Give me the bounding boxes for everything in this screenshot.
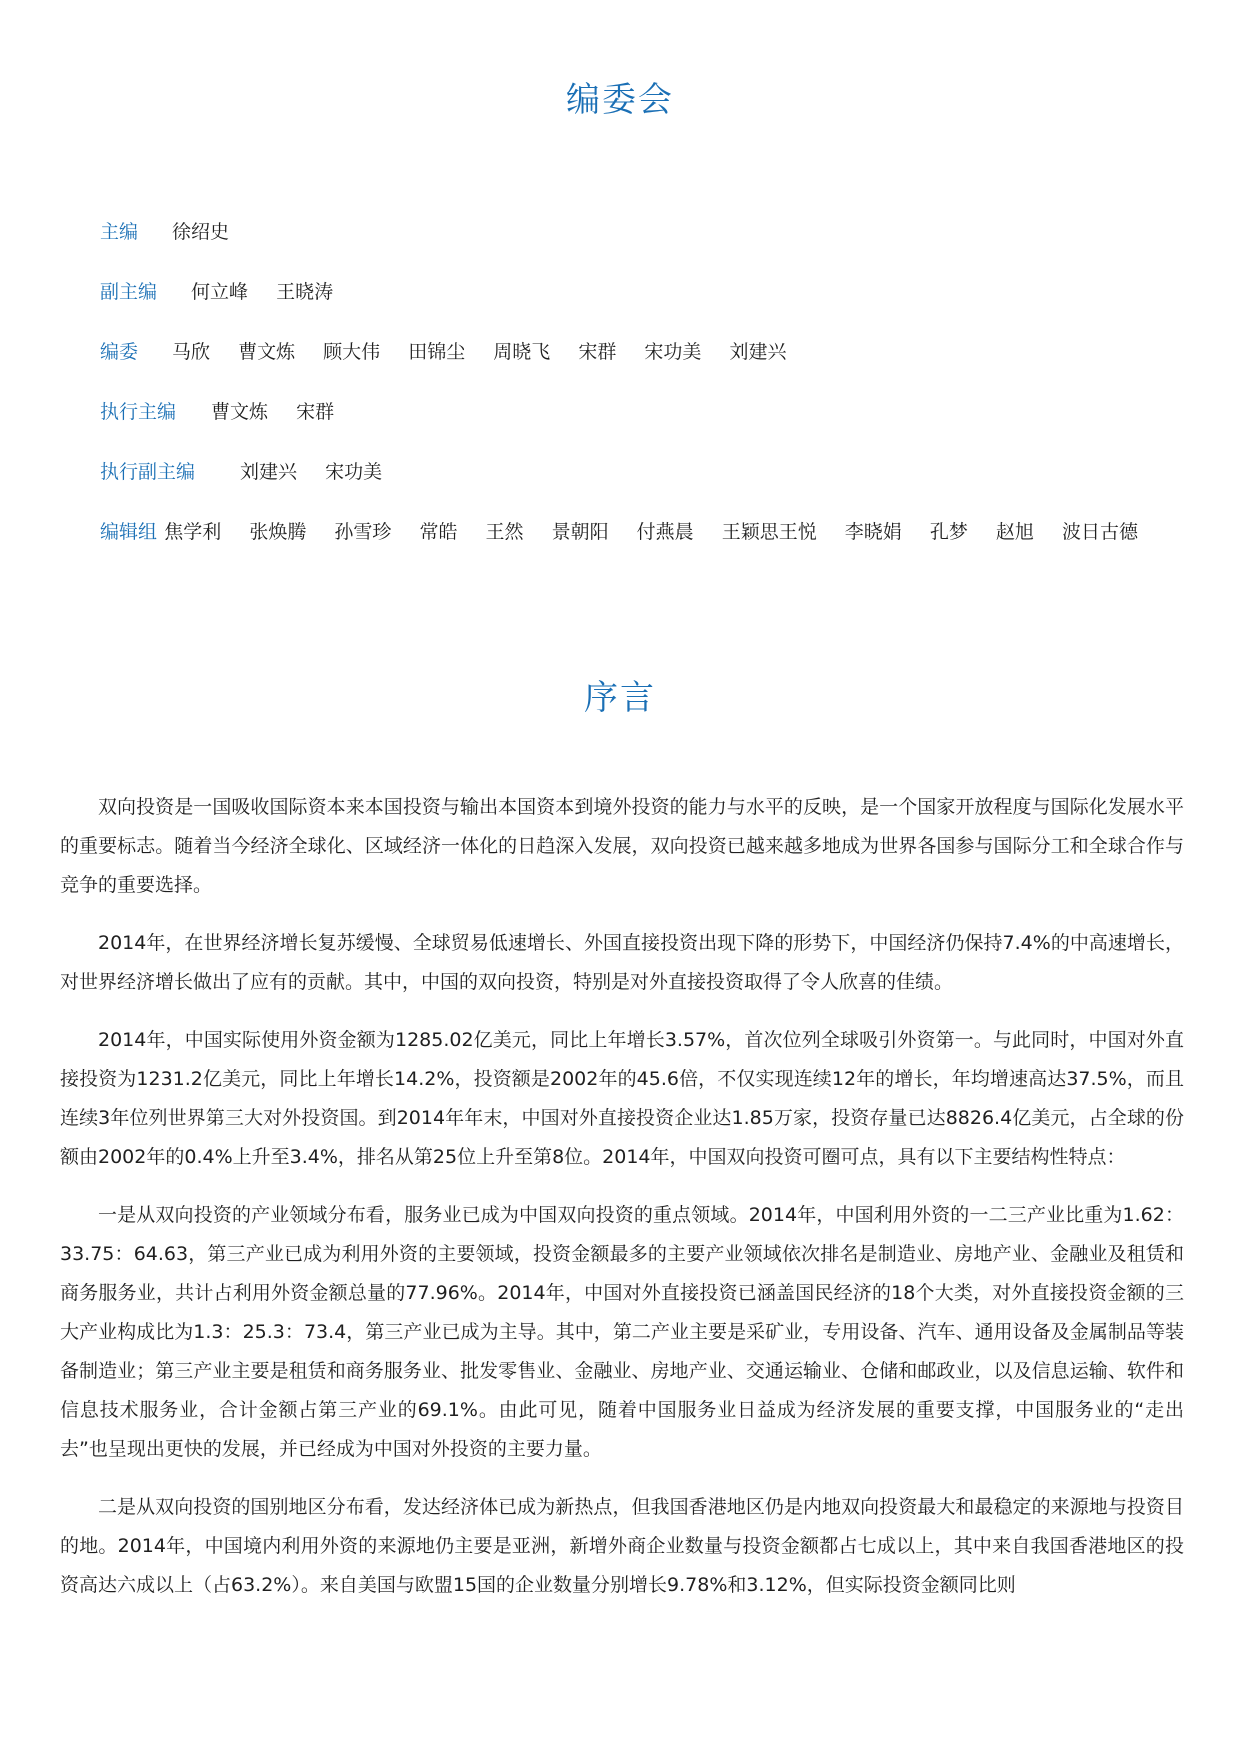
role-label: 编委 bbox=[100, 340, 139, 363]
preface-paragraph: 一是从双向投资的产业领域分布看，服务业已成为中国双向投资的重点领域。2014年，中国利用外资的一二三产业比重为1.62：33.75：64.63，第三产业已成为利用外资的主要领域，投资金额最多的主要产业领域依次排名是制造业、房地产业、金融业及租赁和商务服务业，共计占利用外资金额总量的77.96%。2014年，中国对外直接投资已涵盖国民经济的18个大类，对外直接投资金额的三大产业构成比为1.3：25.3：73.4，第三产业已成为主导。其中，第二产业主要是采矿业，专用设备、汽车、通用设备及金属制品等装备制造业；第三产业主要是租赁和商务服务业、批发零售业、金融业、房地产业、交通运输业、仓储和邮政业，以及信息运输、软件和信息技术服务业，合计金额占第三产业的69.1%。由此可见，随着中国服务业日益成为经济发展的重要支撑，中国服务业的“走出去”也呈现出更快的发展，并已经成为中国对外投资的主要力量。 bbox=[60, 1204, 1184, 1460]
role-name: 王晓涛 bbox=[276, 280, 334, 303]
preface-paragraph: 双向投资是一国吸收国际资本来本国投资与输出本国资本到境外投资的能力与水平的反映，是一个国家开放程度与国际化发展水平的重要标志。随着当今经济全球化、区域经济一体化的日趋深入发展，双向投资已越来越多地成为世界各国参与国际分工和全球合作与竞争的重要选择。 bbox=[60, 796, 1184, 896]
role-label: 编辑组 bbox=[100, 520, 158, 543]
role-row-editorial-group bbox=[100, 500, 1160, 560]
role-names bbox=[211, 397, 356, 424]
role-name: 何立峰 bbox=[191, 280, 249, 303]
role-name: 徐绍史 bbox=[172, 220, 230, 243]
role-name: 景朝阳 bbox=[551, 520, 609, 543]
role-name: 张焕腾 bbox=[249, 520, 307, 543]
preface-paragraph: 2014年，在世界经济增长复苏缓慢、全球贸易低速增长、外国直接投资出现下降的形势下，中国经济仍保持7.4%的中高速增长，对世界经济增长做出了应有的贡献。其中，中国的双向投资，特别是对外直接投资取得了令人欣喜的佳绩。 bbox=[60, 932, 1184, 993]
role-label: 主编 bbox=[100, 220, 139, 243]
role-name: 孔梦 bbox=[929, 520, 968, 543]
role-name: 宋群 bbox=[296, 400, 335, 423]
role-row-executive-deputy-editor bbox=[100, 440, 1160, 500]
role-row-editorial-board bbox=[100, 320, 1160, 380]
role-row-chief-editor bbox=[100, 200, 1160, 260]
role-row-executive-editor bbox=[100, 380, 1160, 440]
role-label: 副主编 bbox=[100, 280, 158, 303]
role-name: 宋功美 bbox=[644, 340, 702, 363]
role-names bbox=[164, 517, 1160, 544]
role-name: 常皓 bbox=[419, 520, 458, 543]
role-name: 王颖思王悦 bbox=[721, 520, 817, 543]
role-name: 焦学利 bbox=[164, 520, 222, 543]
preface-title: 序言 bbox=[584, 678, 656, 718]
role-name: 王然 bbox=[485, 520, 524, 543]
role-name: 宋群 bbox=[578, 340, 617, 363]
role-name: 刘建兴 bbox=[240, 460, 298, 483]
role-name: 曹文炼 bbox=[211, 400, 269, 423]
role-label: 执行主编 bbox=[100, 400, 177, 423]
role-name: 田锦尘 bbox=[408, 340, 466, 363]
role-name: 赵旭 bbox=[995, 520, 1034, 543]
role-names bbox=[172, 217, 251, 244]
role-name: 刘建兴 bbox=[729, 340, 787, 363]
committee-roles bbox=[100, 200, 1160, 560]
role-name: 曹文炼 bbox=[238, 340, 296, 363]
role-name: 宋功美 bbox=[325, 460, 383, 483]
role-name: 马欣 bbox=[172, 340, 211, 363]
preface-paragraph: 二是从双向投资的国别地区分布看，发达经济体已成为新热点，但我国香港地区仍是内地双向投资最大和最稳定的来源地与投资目的地。2014年，中国境内利用外资的来源地仍主要是亚洲，新增外商企业数量与投资金额都占七成以上，其中来自我国香港地区的投资高达六成以上（占63.2%）。来自美国与欧盟15国的企业数量分别增长9.78%和3.12%，但实际投资金额同比则 bbox=[60, 1496, 1184, 1596]
role-row-deputy-chief-editor bbox=[100, 260, 1160, 320]
committee-title: 编委会 bbox=[566, 80, 674, 120]
role-name: 波日古德 bbox=[1061, 520, 1138, 543]
role-name: 顾大伟 bbox=[323, 340, 381, 363]
role-label: 执行副主编 bbox=[100, 460, 196, 483]
preface-body bbox=[60, 788, 1184, 1624]
role-names bbox=[191, 277, 355, 304]
role-name: 李晓娟 bbox=[844, 520, 902, 543]
preface-paragraph: 2014年，中国实际使用外资金额为1285.02亿美元，同比上年增长3.57%，首次位列全球吸引外资第一。与此同时，中国对外直接投资为1231.2亿美元，同比上年增长14.2%，投资额是2002年的45.6倍，不仅实现连续12年的增长，年均增速高达37.5%，而且连续3年位列世界第三大对外投资国。到2014年年末，中国对外直接投资企业达1.85万家，投资存量已达8826.4亿美元，占全球的份额由2002年的0.4%上升至3.4%，排名从第25位上升至第8位。2014年，中国双向投资可圈可点，具有以下主要结构性特点： bbox=[60, 1029, 1184, 1168]
role-name: 周晓飞 bbox=[493, 340, 551, 363]
role-name: 孙雪珍 bbox=[334, 520, 392, 543]
role-name: 付燕晨 bbox=[636, 520, 694, 543]
role-names bbox=[172, 337, 808, 364]
role-names bbox=[240, 457, 404, 484]
